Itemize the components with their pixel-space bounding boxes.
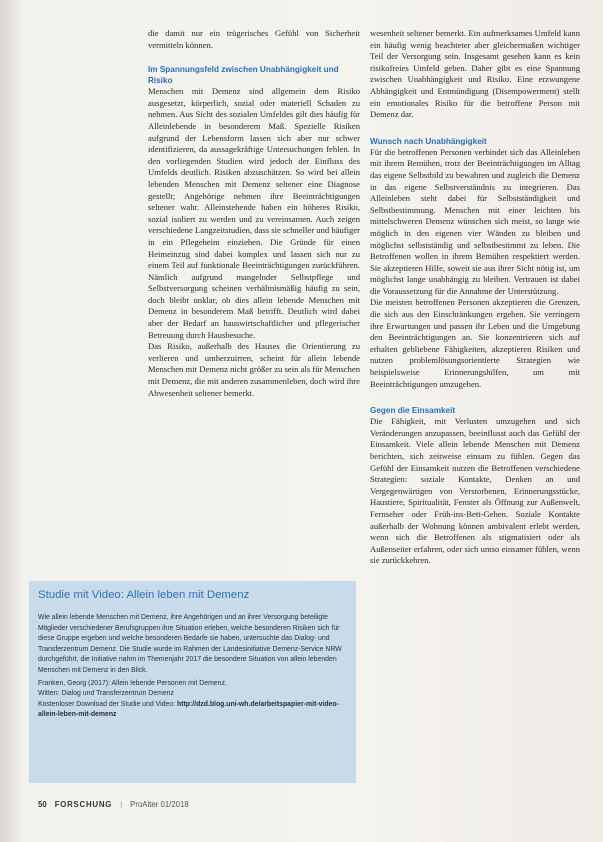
box-text: Wie allein lebende Menschen mit Demenz, ihre Angehörigen und an ihrer Versorgung beteiligte Mitglieder verschiedener Berufsgruppen ihre Situation erleben, welche besonderen Risiken sich für diese Gruppe ergeben und welche besonderen Bedarfe sie haben, untersuchte das Dialog- und Transferzentrum Demenz. Die Studie wurde im Rahmen der Landesinitiative Demenz-Service NRW durchgeführt, die Initiative nahm im Themenjahr 2017 die besondere Situation von allein lebenden Menschen mit Demenz in den Blick. bbox=[38, 614, 342, 674]
paragraph-environment: wesenheit seltener bemerkt. Ein aufmerksames Umfeld kann ein häufig wenig beachteter aber gleichermaßen wichtiger Teil der Versorgung sein. Insgesamt gesehen kann es kein risikofreies Umfeld geben. Daher gibt es eine Spannung zwischen Unabhängigkeit und Risiko. Eine erzwungene Abhängigkeit und Entmündigung (Disempowerment) stellt ein emotionales Risiko für die betroffene Person mit Demenz dar. bbox=[370, 28, 580, 120]
section-label: FORSCHUNG bbox=[54, 800, 113, 809]
footer-separator: | bbox=[120, 800, 123, 809]
section-heading-tension: Im Spannungsfeld zwischen Unabhängigkeit und Risiko bbox=[148, 65, 339, 86]
right-column bbox=[370, 28, 580, 567]
paragraph-loneliness: Die Fähigkeit, mit Verlusten umzugehen und sich Veränderungen anzupassen, beeinflusst auch das Gefühl der Einsamkeit. Viele allein lebende Menschen mit Demenz berichten, sich zeitweise einsam zu fühlen. Gegen das Gefühl der Einsamkeit nutzen die Betroffenen verschiedene Strategien: soziale Kontakte, Denken an und Vergegenwärtigen von Verstorbenen, Erinnerungsstücke, Haustiere, Spiritualität, Fenster als Öffnung zur Außenwelt, Fernseher oder Früh-ins-Bett-Gehen. Soziale Kontakte außerhalb der Wohnung können ambivalent erlebt werden, wenn sich die Betroffenen als stigmatisiert oder als Außenseiter erfahren, oder sich umso einsamer fühlen, wenn sie zurückkehren. bbox=[370, 416, 580, 566]
study-info-box bbox=[29, 581, 356, 783]
box-title: Studie mit Video: Allein leben mit Demenz bbox=[38, 589, 250, 601]
citation-line-1: Franken, Georg (2017): Allein lebende Personen mit Demenz. bbox=[38, 679, 227, 687]
left-column bbox=[148, 28, 360, 399]
paragraph-independence: Für die betroffenen Personen verbindet sich das Alleinleben mit ihrem Bemühen, trotz der Beeinträchtigungen im Alltag das eigene Selbstbild zu bewahren und zugleich die Demenz in das eigene Selbstverständnis zu integrieren. Das Alleinleben steht dabei für Selbstständigkeit und Selbstbestimmung. Menschen mit einer leichten bis mittelschweren Demenz wünschen sich meist, so lange wie möglich in den eigenen vier Wänden zu bleiben und möglichst selbstständig und selbstbestimmt zu leben. Die Betroffenen wollen in ihrem Bemühen respektiert werden. Sie akzeptieren Hilfe, soweit sie aus ihrer Sicht nötig ist, um möglichst lange unabhängig zu bleiben. Vertrauen ist dabei die Voraussetzung für die Annahme der Unterstützung. bbox=[370, 146, 580, 296]
download-link[interactable]: http://dzd.blog.uni-wh.de/arbeitspapier-mit-video-allein-leben-mit-demenz bbox=[38, 700, 339, 719]
section-heading-loneliness: Gegen die Einsamkeit bbox=[370, 406, 456, 416]
paragraph-orientation: Das Risiko, außerhalb des Hauses die Orientierung zu verlieren und umherzuirren, scheint für allein lebende Menschen mit Demenz nicht größer zu sein als für Menschen mit Demenz, die mit anderen zusammenleben, doch wird ihre Abwesenheit seltener bemerkt. bbox=[148, 341, 360, 398]
download-line bbox=[38, 700, 350, 721]
page-number: 50 bbox=[38, 800, 47, 809]
section-heading-independence: Wunsch nach Unabhängigkeit bbox=[370, 136, 487, 146]
download-label: Kostenloser Download der Studie und Video: bbox=[38, 700, 177, 708]
paragraph-acceptance: Die meisten betroffenen Personen akzeptieren die Grenzen, die sich aus den Einschränkungen ergeben. Sie verringern ihre Erwartungen und passen ihr Leben und die Umgebung den Beeinträchtigungen an. Sie konzentrieren sich auf erhalten gebliebene Fähigkeiten, akzeptieren Risiken und nutzen problemlösungsorientierte Strategien wie beispielsweise Erinnerungshilfen, um mit Beeinträchtigungen umzugehen. bbox=[370, 297, 580, 389]
paragraph-risks: Menschen mit Demenz sind allgemein dem Risiko ausgesetzt, körperlich, sozial oder materiell Schaden zu nehmen. Aus Sicht des sozialen Umfeldes gilt dies häufig für Alleinlebende in besonderem Maß. Spezielle Risiken aufgrund der Lebensform lassen sich aber nur schwer identifizieren, da aussagekräftige Untersuchungen fehlen. In den vorliegenden Studien wird jedoch der Einfluss des Umfelds deutlich. Risiken abzuschätzen. So wird bei allein lebenden Menschen mit Demenz seltener eine Diagnose gestellt; Angehörige nehmen ihre Beeinträchtigungen seltener wahr. Alleinstehende haben ein höheres Risiko, sozial isoliert zu werden und zu vereinsamen. Auch zeigen verschiedene Langzeitstudien, dass sie schneller und häufiger in ein Pflegeheim einziehen. Die Gründe für einen Heimeinzug sind dabei komplex und lassen sich nur zu einem Teil auf funktionale Beeinträchtigungen zurückführen. Nämlich aufgrund mangelnder Selbstpflege und Selbstversorgung scheinen verhältnismäßig häufig zu sein, doch bleibt unklar, ob dies allein lebende Menschen mit Demenz in besonderem Maß betrifft. Deutlich wird dabei aber der Bedarf an hauswirtschaftlicher und pflegerischer Betreuung durch Hausbesuche. bbox=[148, 86, 360, 340]
box-body bbox=[38, 613, 350, 721]
issue-label: ProAlter 01/2018 bbox=[130, 800, 189, 809]
citation-line-2: Witten: Dialog und Transferzentrum Demenz bbox=[38, 690, 174, 698]
page-footer bbox=[38, 800, 189, 809]
intro-fragment: die damit nur ein trügerisches Gefühl von Sicherheit vermitteln können. bbox=[148, 28, 360, 50]
